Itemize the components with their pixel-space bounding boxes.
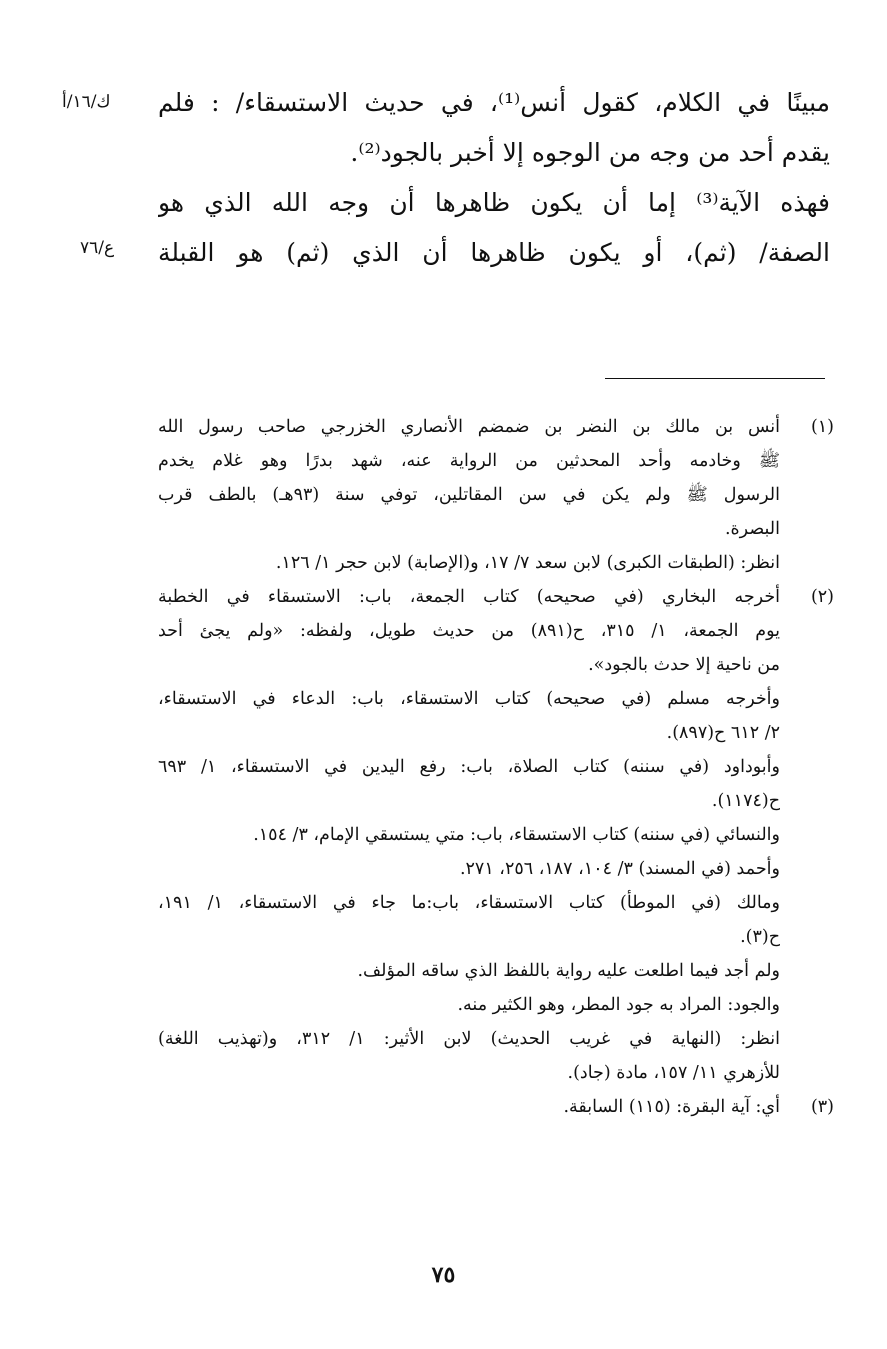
footnote (158, 1090, 834, 1124)
footnote-line: ولم أجد فيما اطلعت عليه رواية باللفظ الذي ساقه المؤلف. (357, 961, 780, 981)
footnote-line: والنسائي (في سننه) كتاب الاستسقاء، باب: متي يستسقي الإمام، ٣/ ١٥٤. (253, 825, 780, 845)
footnote-line: انظر: (النهاية في غريب الحديث) لابن الأثير: ١/ ٣١٢، و(تهذيب اللغة) (158, 1029, 780, 1049)
footnotes (158, 410, 834, 1124)
footnote (158, 410, 834, 580)
footnote-line: يوم الجمعة، ١/ ٣١٥، ح(٨٩١) من حديث طويل، ولفظه: «ولم يجئ أحد (158, 621, 780, 641)
margin-manuscript-ref: ع/٧٦ (80, 238, 115, 258)
main-text-line: يقدم أحد من وجه من الوجوه إلا أخبر بالجود⁽²⁾. (350, 138, 830, 167)
footnote-line: والجود: المراد به جود المطر، وهو الكثير منه. (457, 995, 780, 1015)
footnote (158, 580, 834, 1090)
footnote-line: ح(١١٧٤). (711, 791, 780, 811)
main-text-line: فهذه الآية⁽³⁾ إما أن يكون ظاهرها أن وجه الله الذي هو (158, 188, 830, 217)
footnote-line: وأبوداود (في سننه) كتاب الصلاة، باب: رفع اليدين في الاستسقاء، ١/ ٦٩٣ (158, 757, 780, 777)
footnote-line: وأحمد (في المسند) ٣/ ١٠٤، ١٨٧، ٢٥٦، ٢٧١. (459, 859, 780, 879)
footnote-line: انظر: (الطبقات الكبرى) لابن سعد ٧/ ١٧، و(الإصابة) لابن حجر ١/ ١٢٦. (275, 553, 780, 573)
footnote-line: أخرجه البخاري (في صحيحه) كتاب الجمعة، باب: الاستسقاء في الخطبة (158, 587, 780, 607)
page-number: ٧٥ (431, 1262, 456, 1288)
footnote-number: (٣) (810, 1097, 834, 1117)
footnote-line: أنس بن مالك بن النضر بن ضمضم الأنصاري الخزرجي صاحب رسول الله (158, 417, 780, 437)
footnote-line: للأزهري ١١/ ١٥٧، مادة (جاد). (567, 1063, 780, 1083)
footnote-separator (605, 378, 825, 379)
main-text-line: الصفة/ (ثم)، أو يكون ظاهرها أن الذي (ثم) هو القبلة (158, 238, 830, 267)
footnote-line: البصرة. (724, 519, 780, 539)
footnote-line: ٢/ ٦١٢ ح(٨٩٧). (666, 723, 780, 743)
margin-manuscript-ref: ك/١٦/أ (62, 92, 111, 112)
footnote-line: وأخرجه مسلم (في صحيحه) كتاب الاستسقاء، باب: الدعاء في الاستسقاء، (158, 689, 780, 709)
footnote-line: ح(٣). (740, 927, 780, 947)
footnote-line: ﷺ وخادمه وأحد المحدثين من الرواية عنه، شهد بدرًا وهو غلام يخدم (158, 451, 780, 471)
footnote-line: الرسول ﷺ ولم يكن في سن المقاتلين، توفي سنة (٩٣هـ) بالطف قرب (158, 485, 780, 505)
footnote-line: أي: آية البقرة: (١١٥) السابقة. (563, 1097, 780, 1117)
main-text (158, 78, 830, 278)
footnote-number: (١) (810, 417, 834, 437)
footnote-number: (٢) (810, 587, 834, 607)
footnote-line: من ناحية إلا حدث بالجود». (588, 655, 780, 675)
footnote-line: ومالك (في الموطأ) كتاب الاستسقاء، باب:ما جاء في الاستسقاء، ١/ ١٩١، (158, 893, 780, 913)
main-text-line: مبينًا في الكلام، كقول أنس⁽¹⁾، في حديث الاستسقاء/ : فلم (158, 88, 830, 117)
